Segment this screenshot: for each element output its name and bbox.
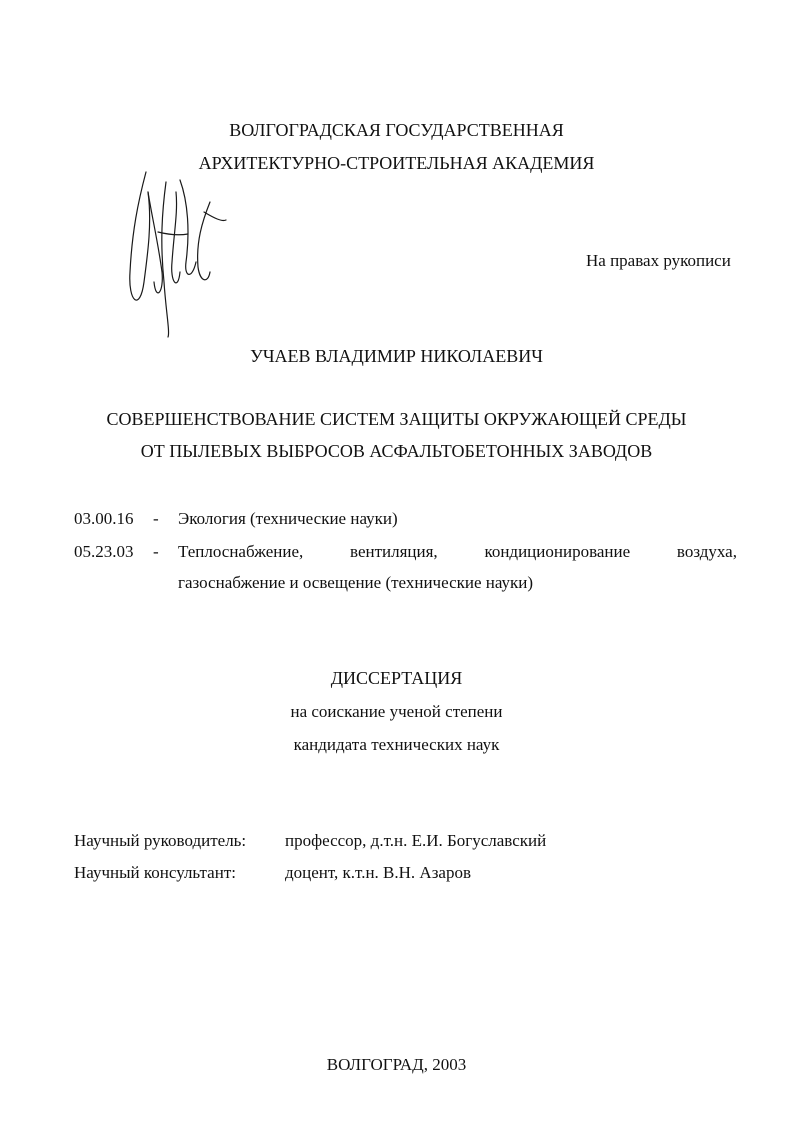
specialty-text: Экология (технические науки)	[178, 509, 398, 528]
city-year: ВОЛГОГРАД, 2003	[326, 1055, 467, 1074]
dissertation-heading: ДИССЕРТАЦИЯ	[330, 668, 463, 688]
manuscript-rights: На правах рукописи	[586, 251, 731, 270]
specialty-code: 03.00.16	[74, 509, 134, 528]
specialty-dash: -	[153, 542, 159, 561]
specialty-text-line-2: газоснабжение и освещение (технические науки)	[178, 573, 534, 592]
institution-line-2: АРХИТЕКТУРНО-СТРОИТЕЛЬНАЯ АКАДЕМИЯ	[198, 153, 595, 173]
supervisor-value: профессор, д.т.н. Е.И. Богуславский	[285, 831, 547, 850]
specialty-code: 05.23.03	[74, 542, 134, 561]
institution-line-1: ВОЛГОГРАДСКАЯ ГОСУДАРСТВЕННАЯ	[229, 120, 564, 140]
consultant-value: доцент, к.т.н. В.Н. Азаров	[285, 863, 471, 882]
specialty-word: Теплоснабжение,	[178, 542, 304, 561]
specialty-text-justified	[178, 542, 737, 562]
specialty-dash: -	[153, 509, 159, 528]
title-line-1: СОВЕРШЕНСТВОВАНИЕ СИСТЕМ ЗАЩИТЫ ОКРУЖАЮЩЕЙ СРЕДЫ	[106, 409, 687, 429]
title-line-2: ОТ ПЫЛЕВЫХ ВЫБРОСОВ АСФАЛЬТОБЕТОННЫХ ЗАВОДОВ	[140, 441, 653, 461]
specialty-word: кондиционирование	[484, 542, 631, 561]
dissertation-degree-line: на соискание ученой степени	[290, 702, 503, 721]
author-name: УЧАЕВ ВЛАДИМИР НИКОЛАЕВИЧ	[250, 346, 543, 366]
dissertation-field-line: кандидата технических наук	[293, 735, 500, 754]
supervisor-label: Научный руководитель:	[74, 831, 247, 850]
specialty-word: вентиляция,	[350, 542, 438, 561]
signature-image	[118, 162, 228, 342]
specialty-word: воздуха,	[676, 542, 737, 561]
consultant-label: Научный консультант:	[74, 863, 236, 882]
